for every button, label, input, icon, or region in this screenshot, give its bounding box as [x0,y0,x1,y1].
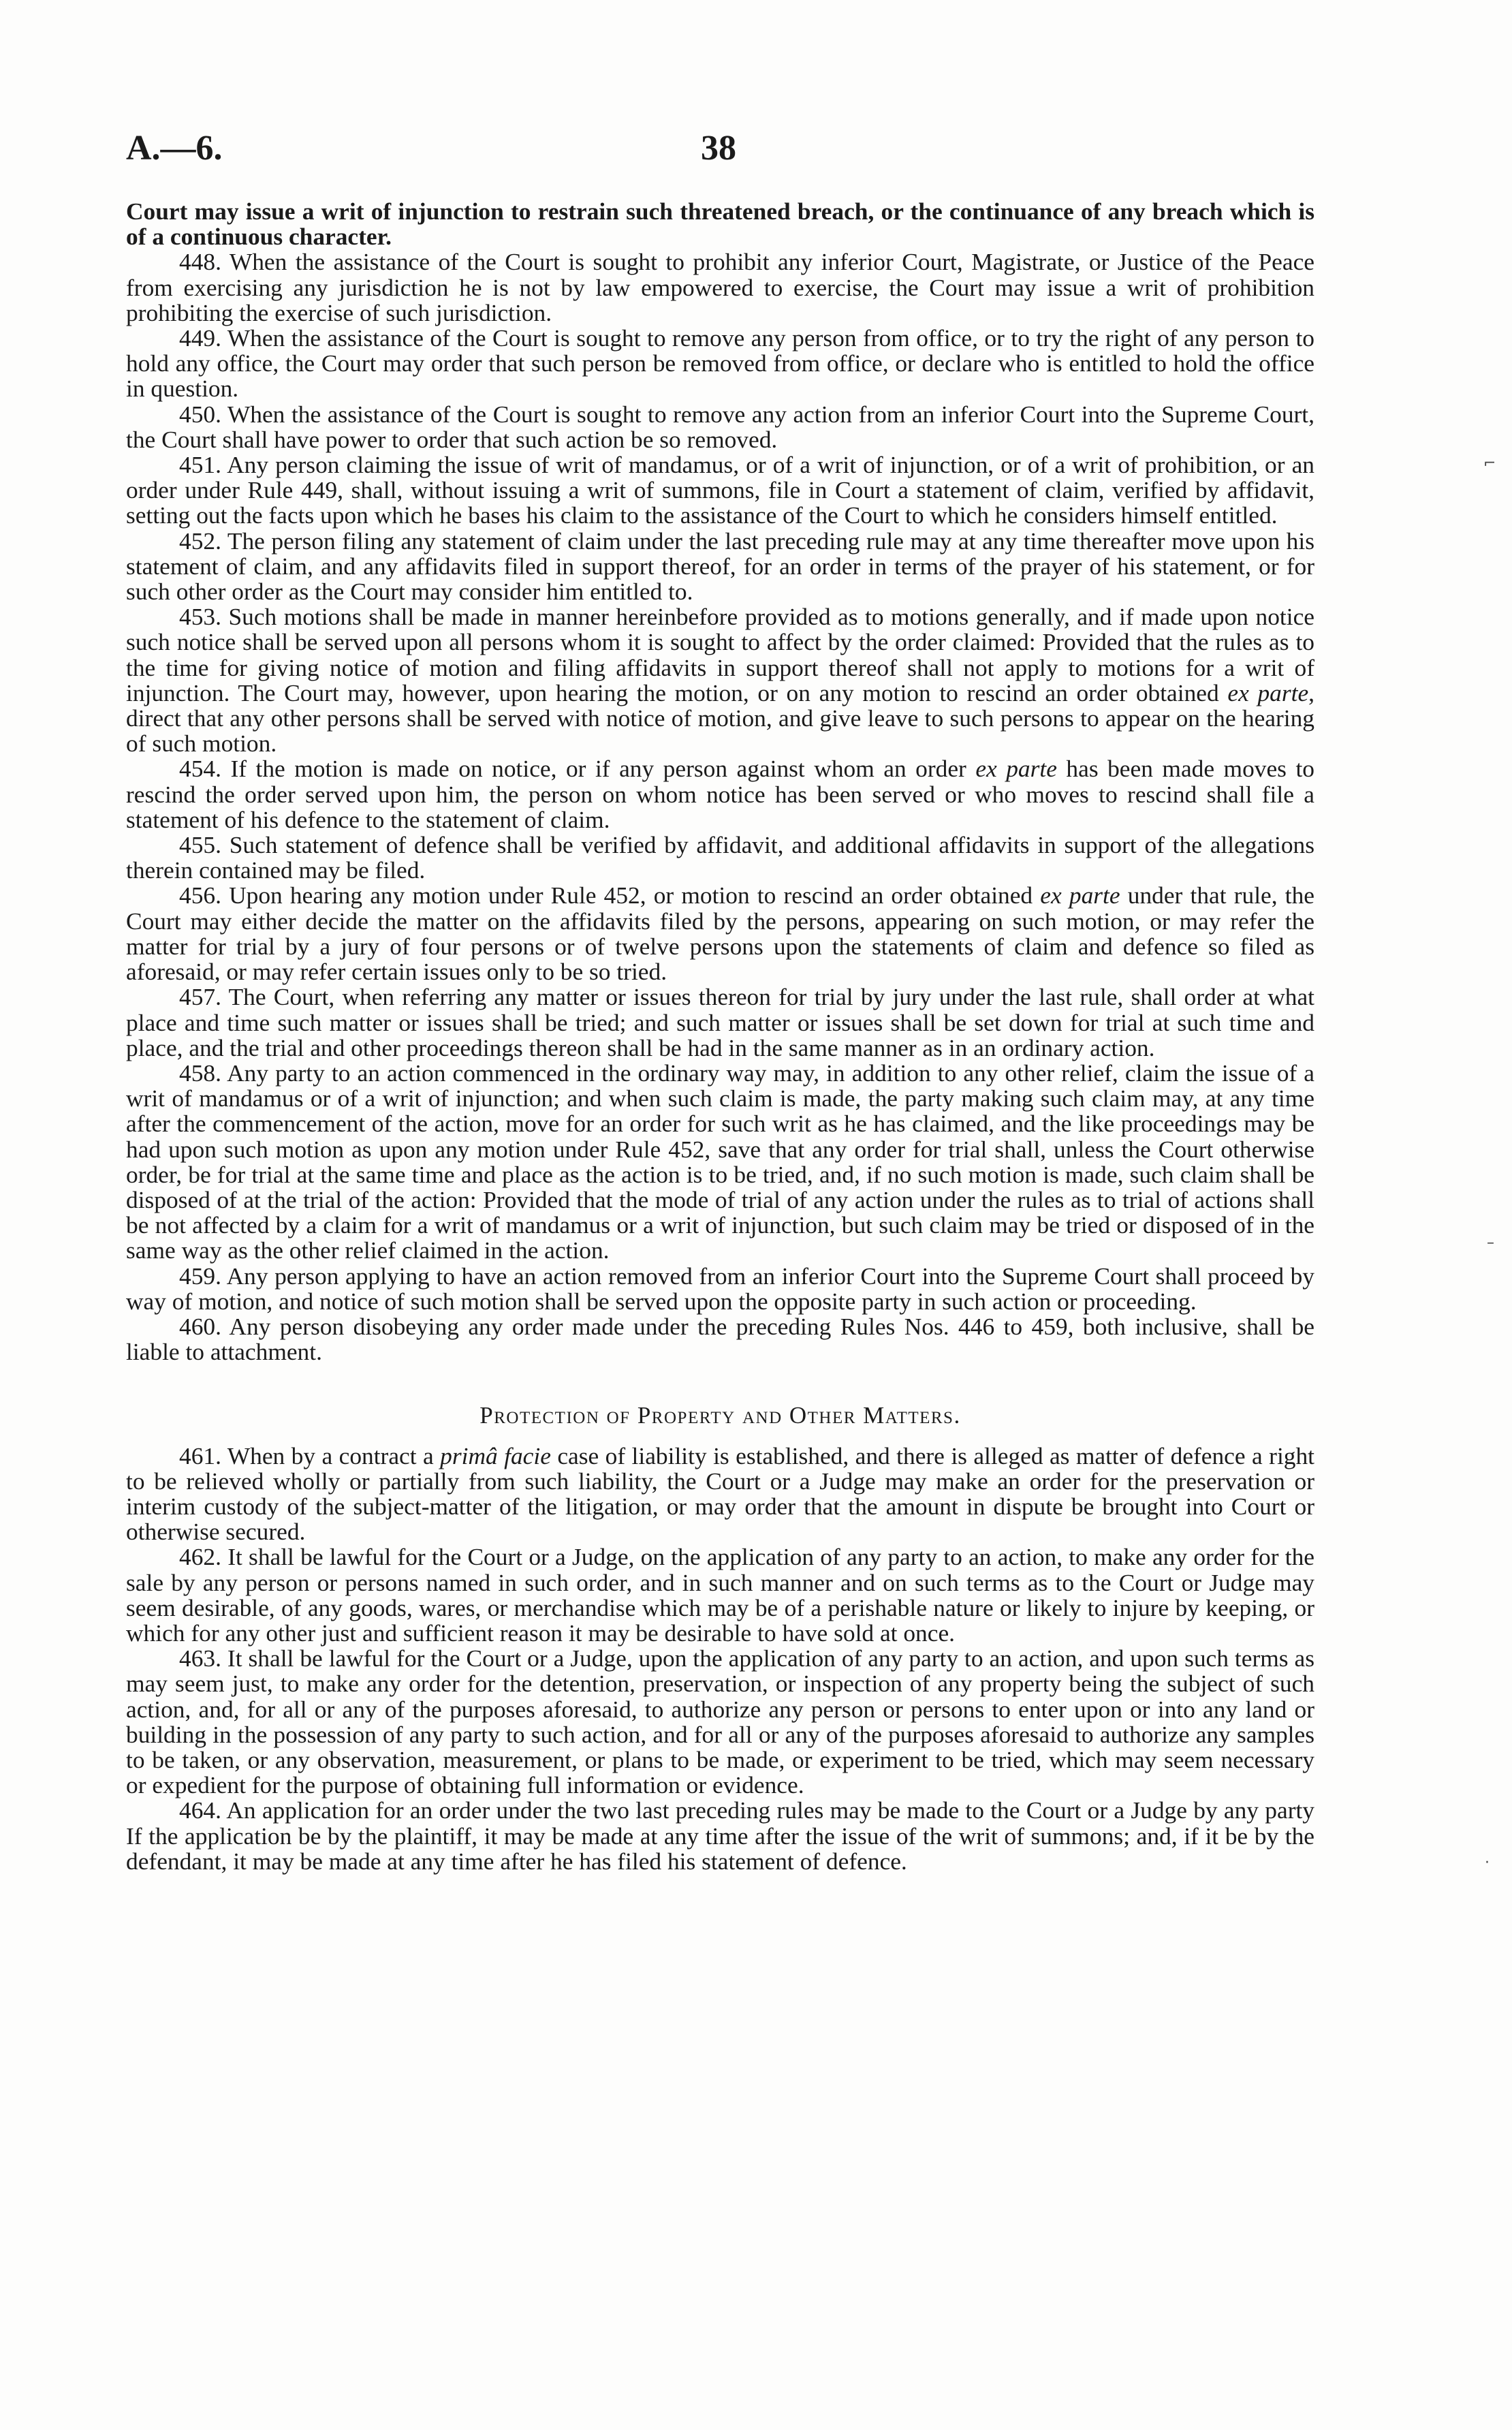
rules-list-protection [126,1444,1314,1874]
rule-number: 462. [179,1543,221,1571]
rule-text: Upon hearing any motion under Rule 452, or motion to rescind an order obtained ex parte under that rule, the Court may either decide the matter on the affidavits filed by the persons, appearing on such motion, or may refer the matter for trial by a jury of four persons or of twelve persons upon the statements of claim and defence so filed as aforesaid, or may refer certain issues only to be so tried. [126,882,1314,986]
rule-paragraph [126,1646,1314,1798]
rule-paragraph [126,452,1314,529]
rule-text: When the assistance of the Court is sought to remove any person from office, or to try the right of any person to hold any office, the Court may order that such person be removed from office, or declare who is entitled to hold the office in question. [126,324,1314,403]
rule-text: An application for an order under the two last preceding rules may be made to the Court or a Judge by any party If the application be by the plaintiff, it may be made at any time after the issue of the writ of summons; and, if it be by the defendant, it may be made at any time after he has filed his statement of defence. [126,1796,1315,1875]
rule-text: When by a contract a primâ facie case of liability is established, and there is alleged as matter of defence a right to be relieved wholly or partially from such liability, the Court or a Judge may make an order for the preservation or interim custody of the subject-matter of the litigation, or may order that the amount in dispute be brought into Court or otherwise secured. [126,1442,1314,1546]
rule-text: The person filing any statement of claim under the last preceding rule may at any time thereafter move upon his statement of claim, and any affidavits filed in support thereof, for an order in terms of the prayer of his statement, or for such other order as the Court may consider him entitled to. [126,527,1314,606]
rule-paragraph [126,529,1314,605]
rule-text: Such motions shall be made in manner hereinbefore provided as to motions generally, and if made upon notice such notice shall be served upon all persons whom it is sought to affect by the order claimed: Provided that the rules as to the time for giving notice of motion and filing affidavits in support thereof shall not apply to motions for a writ of injunction. The Court may, however, upon hearing the motion, or on any motion to rescind an order obtained ex parte, direct that any other persons shall be served with notice of motion, and give leave to such persons to appear on the hearing of such motion. [126,603,1315,758]
rule-text: When the assistance of the Court is sought to remove any action from an inferior Court into the Supreme Court, the Court shall have power to order that such action be so removed. [126,400,1314,453]
rule-paragraph [126,1544,1314,1646]
rule-number: 451. [179,451,221,479]
rule-text: If the motion is made on notice, or if any person against whom an order ex parte has been made moves to rescind the order served upon him, the person on whom notice has been served or who moves to rescind shall file a statement of his defence to the statement of claim. [126,755,1314,833]
rule-number: 459. [179,1262,221,1290]
rule-paragraph [126,249,1314,326]
rule-number: 457. [179,983,221,1011]
rules-list-writs [126,249,1314,1365]
rule-number: 455. [179,831,221,859]
rule-number: 463. [179,1645,221,1672]
rule-number: 461. [179,1442,221,1469]
series-number: A.—6. [126,129,223,168]
rule-text: Any party to an action commenced in the ordinary way may, in addition to any other relief, claim the issue of a writ of mandamus or of a writ of injunction; and when such claim is made, the party making such claim may, at any time after the commencement of the action, move for an order for such writ as he has claimed, and the like proceedings may be had upon such motion as upon any motion under Rule 452, save that any order for trial shall, unless the Court otherwise order, be for trial at the same time and place as the action is to be tried, and, if no such motion is made, such claim shall be disposed of at the trial of the action: Provided that the mode of trial of any action under the rules as to trial of actions shall be not affected by a claim for a writ of mandamus or a writ of injunction, but such claim may be tried or disposed of in the same way as the other relief claimed in the action. [126,1059,1314,1264]
continued-paragraph: Court may issue a writ of injunction to restrain such threatened breach, or the continuance of any breach which is of a continuous character. [126,198,1314,251]
rule-paragraph [126,1061,1314,1264]
rule-paragraph [126,984,1314,1061]
page-header [126,128,1311,176]
rule-text: The Court, when referring any matter or issues thereon for trial by jury under the last rule, shall order at what place and time such matter or issues shall be tried; and such matter or issues shall be set down for trial at such time and place, and the trial and other proceedings thereon shall be had in the same manner as in an ordinary action. [126,983,1314,1061]
rule-number: 449. [179,324,221,352]
rule-text: Such statement of defence shall be verified by affidavit, and additional affidavits in support of the allegations therein contained may be filed. [126,831,1315,884]
margin-mark: ⌐ [1483,455,1496,472]
rule-number: 458. [179,1059,221,1087]
rule-number: 464. [179,1796,221,1824]
rule-paragraph [126,1264,1314,1314]
rule-paragraph [126,326,1314,402]
rule-number: 452. [179,527,221,555]
margin-mark: – [1487,1234,1494,1251]
rule-paragraph [126,402,1314,452]
rule-paragraph [126,604,1314,756]
rule-text: It shall be lawful for the Court or a Judge, on the application of any party to an action, to make any order for the sale by any person or persons named in such order, and in such manner and on such terms as to the Court or Judge may seem desirable, of any goods, wares, or merchandise which may be of a perishable nature or likely to injure by keeping, or which for any other just and sufficient reason it may be desirable to have sold at once. [126,1543,1314,1647]
rule-text: Any person applying to have an action removed from an inferior Court into the Supreme Court shall proceed by way of motion, and notice of such motion shall be served upon the opposite party in such action or proceeding. [126,1262,1314,1315]
rule-number: 456. [179,882,221,909]
section-heading: Protection of Property and Other Matters. [479,1402,961,1429]
rule-paragraph [126,1314,1314,1365]
rule-number: 460. [179,1312,221,1340]
rule-paragraph [126,883,1314,984]
rule-number: 450. [179,400,221,428]
margin-mark: · [1485,1854,1490,1871]
document-body [126,199,1314,1874]
rule-number: 448. [179,248,221,276]
rule-text: Any person claiming the issue of writ of mandamus, or of a writ of injunction, or of a writ of prohibition, or an order under Rule 449, shall, without issuing a writ of summons, file in Court a statement of claim, verified by affidavit, setting out the facts upon which he bases his claim to the assistance of the Court to which he considers himself entitled. [126,451,1314,529]
rule-text: Any person disobeying any order made under the preceding Rules Nos. 446 to 459, both inclusive, shall be liable to attachment. [126,1312,1314,1366]
rule-paragraph [126,1444,1314,1545]
rule-paragraph [126,1798,1314,1874]
rule-number: 453. [179,603,221,631]
rule-text: It shall be lawful for the Court or a Judge, upon the application of any party to an action, and upon such terms as may seem just, to make any order for the detention, preservation, or inspection of any property being the subject of such action, and, for all or any of the purposes aforesaid, to authorize any person or persons to enter upon or into any land or building in the possession of any party to such action, and for all or any of the purposes aforesaid to authorize any samples to be taken, or any observation, measurement, or plans to be made, or experiment to be tried, which may seem necessary or expedient for the purpose of obtaining full information or evidence. [126,1645,1314,1799]
page-number: 38 [701,129,736,168]
rule-paragraph [126,832,1314,883]
rule-number: 454. [179,755,221,783]
rule-text: When the assistance of the Court is sought to prohibit any inferior Court, Magistrate, or Justice of the Peace from exercising any jurisdiction he is not by law empowered to exercise, the Court may issue a writ of prohibition prohibiting the exercise of such jurisdiction. [126,248,1314,326]
rule-paragraph [126,756,1314,832]
